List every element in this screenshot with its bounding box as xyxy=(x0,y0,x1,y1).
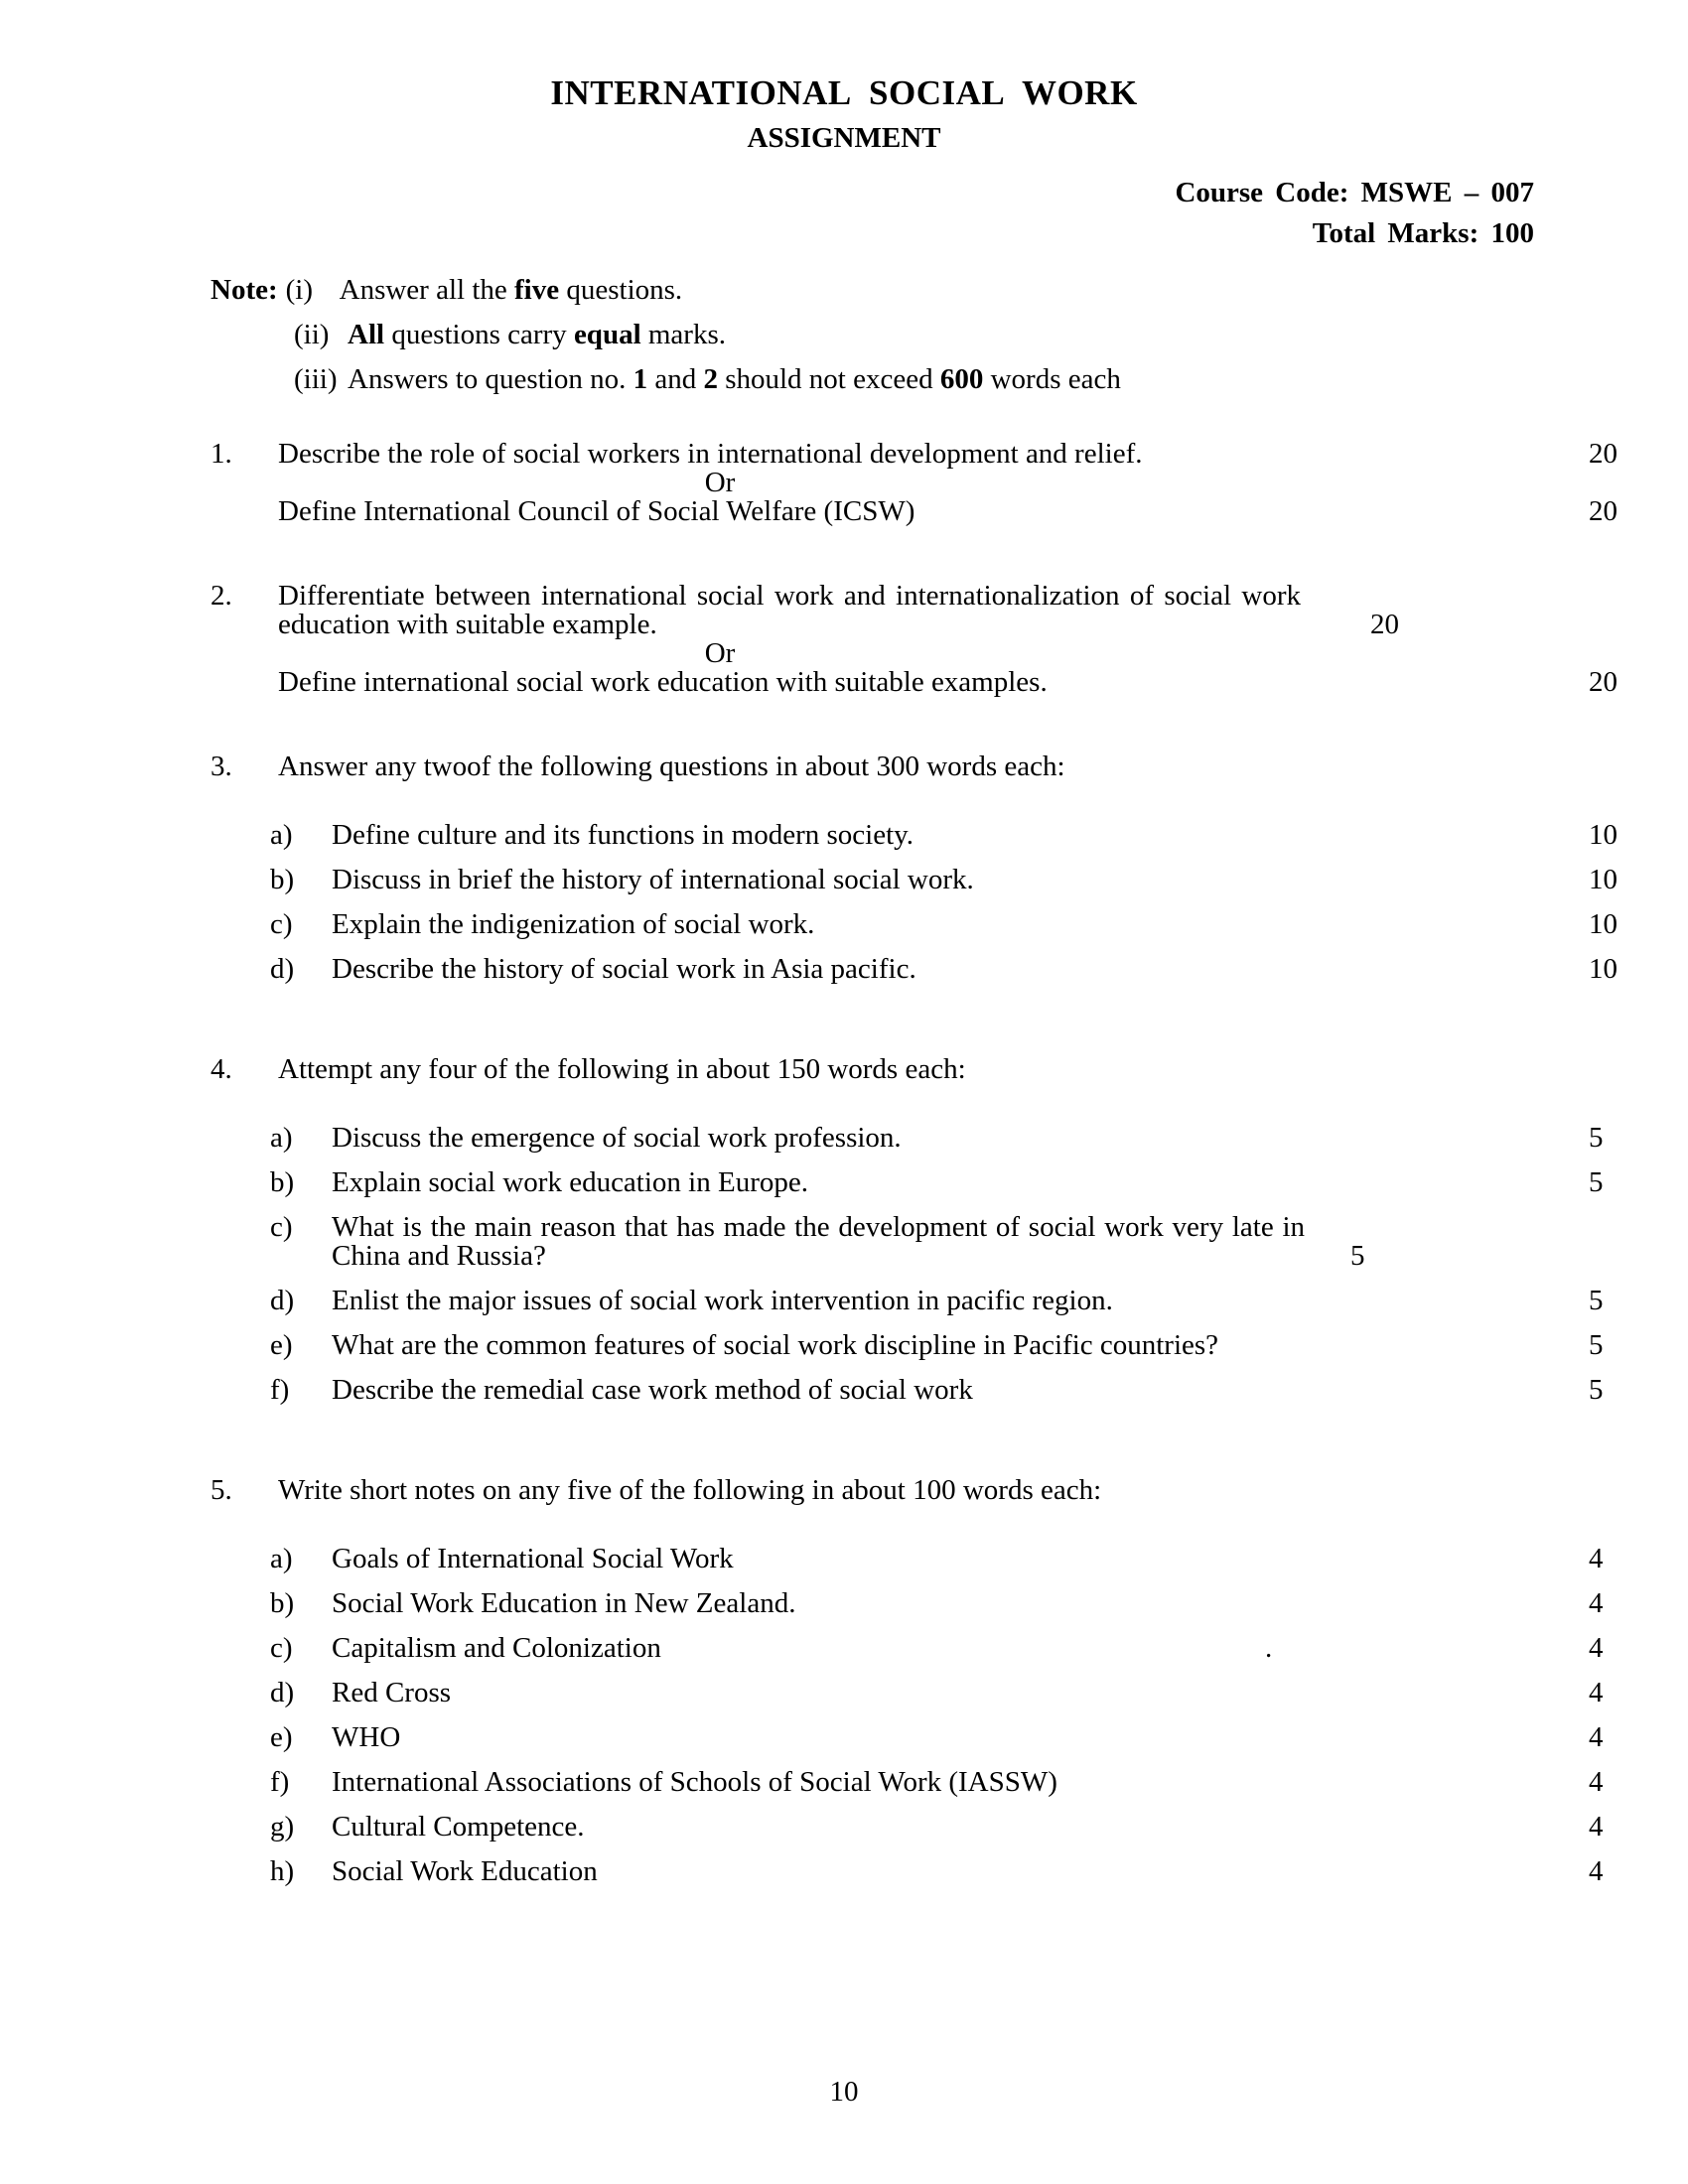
question-2-alt xyxy=(0,668,1688,697)
question-2-number: 2. xyxy=(211,580,232,613)
question-4-item-a-text: Discuss the emergence of social work profession. xyxy=(332,1122,902,1155)
question-4-item-f-text: Describe the remedial case work method of social work xyxy=(332,1374,973,1407)
question-4 xyxy=(0,1055,1688,1405)
question-5-item-d-text: Red Cross xyxy=(332,1677,452,1709)
question-1-number: 1. xyxy=(211,438,232,471)
spacer xyxy=(0,697,1688,752)
question-3-item-a-marks: 10 xyxy=(1589,819,1618,852)
question-5-item-h-marks: 4 xyxy=(1589,1855,1604,1888)
question-4-item-e-marks: 5 xyxy=(1589,1329,1604,1362)
question-5-item-b-label: b) xyxy=(270,1587,295,1620)
question-2 xyxy=(0,582,1688,697)
questions-list xyxy=(0,410,1688,1886)
question-4-item-e xyxy=(0,1331,1688,1360)
question-4-main xyxy=(0,1055,1688,1084)
spacer xyxy=(0,781,1688,821)
question-5-item-g-label: g) xyxy=(270,1811,295,1843)
question-5-item-c-label: c) xyxy=(270,1632,293,1665)
question-1-alt-text: Define International Council of Social Welfare (ICSW) xyxy=(278,495,915,528)
spacer xyxy=(0,1000,1688,1055)
question-4-item-d-text: Enlist the major issues of social work intervention in pacific region. xyxy=(332,1285,1113,1317)
note-number-i: (i) xyxy=(285,274,314,307)
question-4-number: 4. xyxy=(211,1053,232,1086)
question-5-item-h xyxy=(0,1857,1688,1886)
note-block xyxy=(0,254,1688,394)
question-3-text: Answer any twoof the following questions in about 300 words each: xyxy=(278,751,1065,783)
question-5-item-b xyxy=(0,1589,1688,1618)
question-3-item-c-label: c) xyxy=(270,908,293,941)
question-3-item-b-marks: 10 xyxy=(1589,864,1618,896)
question-4-item-a xyxy=(0,1124,1688,1153)
spacer xyxy=(0,1084,1688,1124)
question-5-item-d-label: d) xyxy=(270,1677,295,1709)
stray-period-mark: . xyxy=(1265,1632,1273,1665)
question-5-item-h-text: Social Work Education xyxy=(332,1855,598,1888)
question-2-text: Differentiate between international social work and internationalization of social work education with suitable example. xyxy=(278,580,1301,641)
question-3-item-d-label: d) xyxy=(270,953,295,986)
question-4-item-a-marks: 5 xyxy=(1589,1122,1604,1155)
question-5-item-d xyxy=(0,1679,1688,1707)
question-4-item-e-text: What are the common features of social work discipline in Pacific countries? xyxy=(332,1329,1219,1362)
question-3-item-a-label: a) xyxy=(270,819,293,852)
question-5-item-a-marks: 4 xyxy=(1589,1543,1604,1575)
question-3-item-d-text: Describe the history of social work in Asia pacific. xyxy=(332,953,916,986)
question-4-item-d-label: d) xyxy=(270,1285,295,1317)
question-4-item-d xyxy=(0,1287,1688,1315)
question-4-item-f-marks: 5 xyxy=(1589,1374,1604,1407)
question-5-item-e xyxy=(0,1723,1688,1752)
question-5-item-c xyxy=(0,1634,1688,1663)
page-subtitle: ASSIGNMENT xyxy=(747,122,941,154)
question-5-item-a-label: a) xyxy=(270,1543,293,1575)
question-4-item-c-text: What is the main reason that has made the development of social work very late in China and Russia? xyxy=(332,1211,1305,1273)
question-5 xyxy=(0,1476,1688,1886)
question-1 xyxy=(0,440,1688,526)
question-3-item-c-text: Explain the indigenization of social work. xyxy=(332,908,815,941)
question-2-alt-text: Define international social work education with suitable examples. xyxy=(278,666,1048,699)
question-1-marks: 20 xyxy=(1589,438,1618,471)
note-text-i: Answer all the five questions. xyxy=(339,274,683,307)
question-5-item-c-text xyxy=(332,1634,1559,1663)
question-5-item-a-text: Goals of International Social Work xyxy=(332,1543,734,1575)
question-3-main xyxy=(0,752,1688,781)
question-5-item-g-text: Cultural Competence. xyxy=(332,1811,585,1843)
note-number-iii: (iii) xyxy=(294,363,338,396)
question-3 xyxy=(0,752,1688,984)
page-title: INTERNATIONAL SOCIAL WORK xyxy=(550,73,1138,112)
course-code: Course Code: MSWE – 007 xyxy=(1175,177,1534,208)
question-4-item-f-label: f) xyxy=(270,1374,290,1407)
question-2-main xyxy=(0,582,1688,639)
question-2-alt-marks: 20 xyxy=(1589,666,1618,699)
page-number-footer: 10 xyxy=(829,2076,859,2108)
question-4-item-c xyxy=(0,1213,1688,1271)
question-4-item-e-label: e) xyxy=(270,1329,293,1362)
question-5-text: Write short notes on any five of the following in about 100 words each: xyxy=(278,1474,1102,1507)
question-5-item-e-label: e) xyxy=(270,1721,293,1754)
question-5-item-d-marks: 4 xyxy=(1589,1677,1604,1709)
question-5-item-c-label-text: Capitalism and Colonization xyxy=(332,1632,661,1665)
question-1-or: Or xyxy=(704,467,736,499)
note-item-iii xyxy=(294,365,1688,394)
question-4-item-d-marks: 5 xyxy=(1589,1285,1604,1317)
question-3-item-c xyxy=(0,910,1688,939)
question-4-item-b-label: b) xyxy=(270,1166,295,1199)
question-5-item-f-text: International Associations of Schools of Social Work (IASSW) xyxy=(332,1766,1057,1799)
course-meta xyxy=(0,153,1688,254)
question-5-item-h-label: h) xyxy=(270,1855,295,1888)
question-5-item-f-label: f) xyxy=(270,1766,290,1799)
question-4-item-c-label: c) xyxy=(270,1211,293,1244)
question-3-number: 3. xyxy=(211,751,232,783)
question-4-text: Attempt any four of the following in about 150 words each: xyxy=(278,1053,966,1086)
question-5-item-a xyxy=(0,1545,1688,1573)
note-item-i xyxy=(211,276,1688,305)
question-5-number: 5. xyxy=(211,1474,232,1507)
note-number-ii: (ii) xyxy=(294,319,330,351)
question-3-item-a xyxy=(0,821,1688,850)
note-text-ii: All questions carry equal marks. xyxy=(348,319,726,351)
question-3-item-d-marks: 10 xyxy=(1589,953,1618,986)
question-5-main xyxy=(0,1476,1688,1505)
question-1-alt xyxy=(0,497,1688,526)
question-4-item-c-marks: 5 xyxy=(1350,1240,1365,1273)
spacer xyxy=(0,1421,1688,1476)
question-3-item-a-text: Define culture and its functions in modern society. xyxy=(332,819,914,852)
question-2-marks: 20 xyxy=(1370,609,1399,641)
question-1-alt-marks: 20 xyxy=(1589,495,1618,528)
question-5-item-f xyxy=(0,1768,1688,1797)
question-5-item-b-marks: 4 xyxy=(1589,1587,1604,1620)
question-4-item-b-marks: 5 xyxy=(1589,1166,1604,1199)
question-4-item-f xyxy=(0,1376,1688,1405)
question-4-item-b xyxy=(0,1168,1688,1197)
question-5-item-b-text: Social Work Education in New Zealand. xyxy=(332,1587,796,1620)
spacer xyxy=(0,526,1688,582)
question-1-text: Describe the role of social workers in international development and relief. xyxy=(278,438,1143,471)
question-5-item-g-marks: 4 xyxy=(1589,1811,1604,1843)
question-3-item-b xyxy=(0,866,1688,894)
note-item-ii xyxy=(294,321,1688,349)
question-3-item-b-label: b) xyxy=(270,864,295,896)
question-4-item-b-text: Explain social work education in Europe. xyxy=(332,1166,808,1199)
question-5-item-e-text: WHO xyxy=(332,1721,401,1754)
note-label: Note: xyxy=(211,274,278,307)
question-4-item-a-label: a) xyxy=(270,1122,293,1155)
question-5-item-e-marks: 4 xyxy=(1589,1721,1604,1754)
question-3-item-d xyxy=(0,955,1688,984)
question-5-item-g xyxy=(0,1813,1688,1842)
question-1-main xyxy=(0,440,1688,469)
question-2-or: Or xyxy=(704,637,736,670)
question-5-item-f-marks: 4 xyxy=(1589,1766,1604,1799)
question-3-item-c-marks: 10 xyxy=(1589,908,1618,941)
question-5-item-c-marks: 4 xyxy=(1589,1632,1604,1665)
note-text-iii: Answers to question no. 1 and 2 should not exceed 600 words each xyxy=(348,363,1121,396)
total-marks: Total Marks: 100 xyxy=(1312,217,1534,250)
question-3-item-b-text: Discuss in brief the history of international social work. xyxy=(332,864,974,896)
spacer xyxy=(0,1505,1688,1545)
